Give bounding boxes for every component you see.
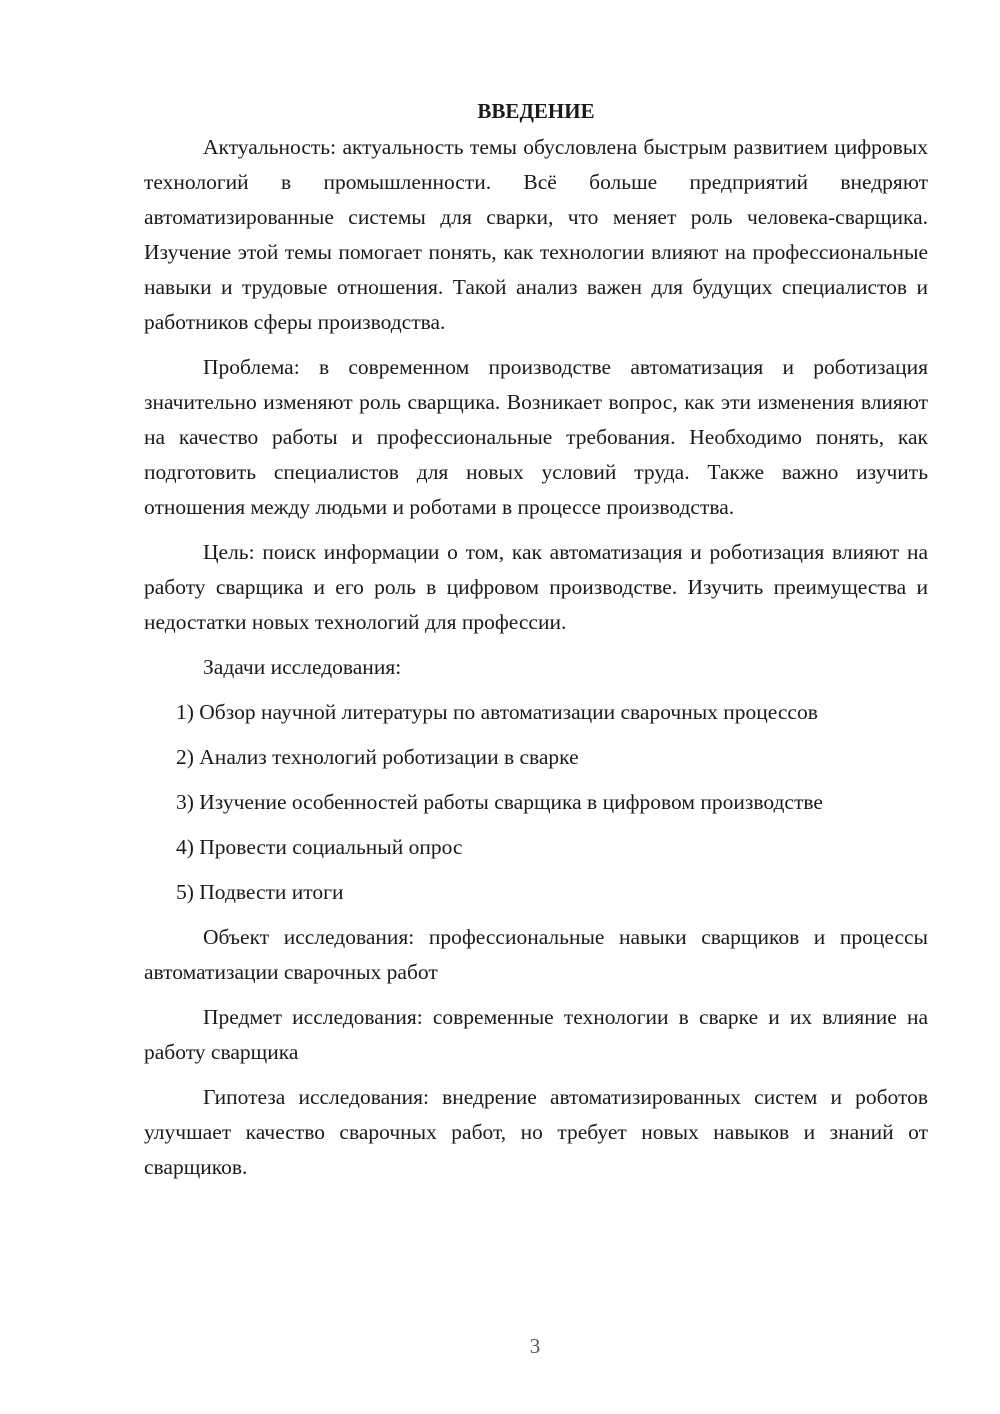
paragraph-hypothesis: Гипотеза исследования: внедрение автоматизированных систем и роботов улучшает качество сварочных работ, но требует новых навыков и знаний от сварщиков. [144, 1085, 928, 1179]
task-item: 5) Подвести итоги [176, 880, 344, 904]
paragraph-relevance: Актуальность: актуальность темы обусловлена быстрым развитием цифровых технологий в промышленности. Всё больше предприятий внедряют автоматизированные системы для сварки, что меняет роль человека-сварщика. Изучение этой темы помогает понять, как технологии влияют на профессиональные навыки и трудовые отношения. Такой анализ важен для будущих специалистов и работников сферы производства. [144, 135, 928, 334]
document-page [144, 96, 928, 1195]
paragraph-problem: Проблема: в современном производстве автоматизация и роботизация значительно изменяют роль сварщика. Возникает вопрос, как эти изменения влияют на качество работы и профессиональные требования. Необходимо понять, как подготовить специалистов для новых условий труда. Также важно изучить отношения между людьми и роботами в процессе производства. [144, 355, 928, 519]
task-item: 3) Изучение особенностей работы сварщика в цифровом производстве [176, 790, 823, 814]
task-item: 4) Провести социальный опрос [176, 835, 463, 859]
page-number: 3 [529, 1334, 541, 1358]
paragraph-object: Объект исследования: профессиональные навыки сварщиков и процессы автоматизации сварочных работ [144, 925, 928, 984]
tasks-heading: Задачи исследования: [203, 655, 402, 679]
task-item: 1) Обзор научной литературы по автоматизации сварочных процессов [176, 700, 818, 724]
paragraph-goal: Цель: поиск информации о том, как автоматизация и роботизация влияют на работу сварщика и его роль в цифровом производстве. Изучить преимущества и недостатки новых технологий для профессии. [144, 540, 928, 634]
paragraph-subject: Предмет исследования: современные технологии в сварке и их влияние на работу сварщика [144, 1005, 928, 1064]
task-item: 2) Анализ технологий роботизации в сварке [176, 745, 579, 769]
section-title: ВВЕДЕНИЕ [477, 99, 595, 123]
